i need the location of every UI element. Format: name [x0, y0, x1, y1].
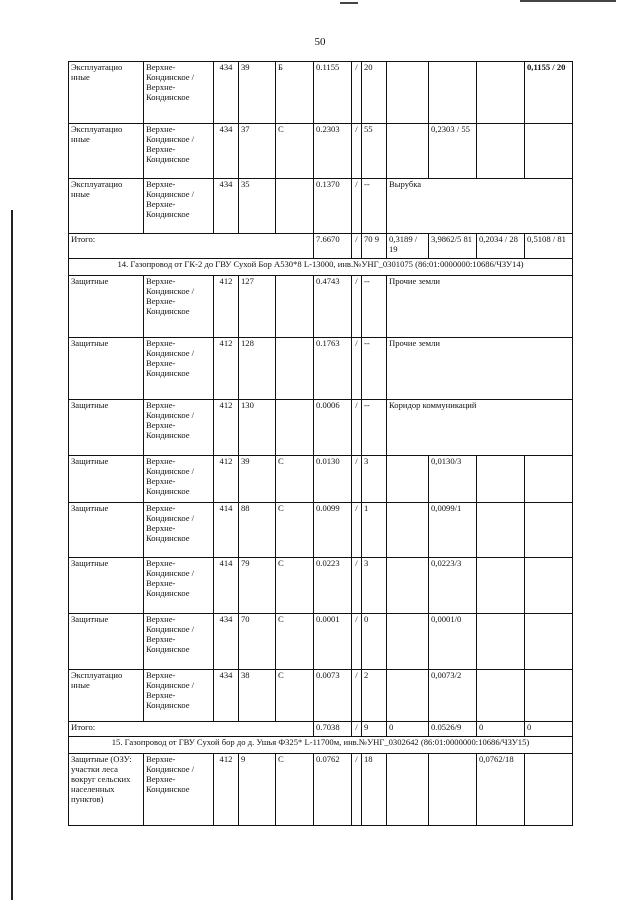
table-row — [69, 456, 573, 503]
forestry-cell: Верхне-Кондинское / Верхне-Кондинское — [144, 614, 214, 670]
table-row — [69, 179, 573, 234]
type-cell: С — [276, 558, 314, 614]
land-category-cell: Защитные (ОЗУ: участки леса вокруг сельских населенных пунктов) — [69, 754, 144, 826]
slash-cell: / — [352, 179, 362, 234]
land-category-cell: Эксплуатацио нные — [69, 124, 144, 179]
quarter-cell: 412 — [214, 400, 239, 456]
col12-cell — [525, 124, 573, 179]
forestry-cell: Верхне-Кондинское / Верхне-Кондинское — [144, 179, 214, 234]
quarter-cell: 434 — [214, 670, 239, 722]
section-title: 15. Газопровод от ГВУ Сухой бор до д. Ушья Ф325* L-11700м, инв.№УНГ_0302642 (86:01:0000000:10686/ЧЗУ15) — [69, 737, 573, 754]
total-row — [69, 722, 573, 737]
col9-cell — [387, 558, 429, 614]
col11-cell: 0,0762/18 — [477, 754, 525, 826]
table-row — [69, 614, 573, 670]
scan-artifact — [340, 2, 358, 4]
col12-cell — [525, 614, 573, 670]
total-area-cell: 0.7038 — [314, 722, 352, 737]
slash-cell: / — [352, 558, 362, 614]
table-row — [69, 503, 573, 558]
forestry-cell: Верхне-Кондинское / Верхне-Кондинское — [144, 62, 214, 124]
land-category-cell: Защитные — [69, 503, 144, 558]
note-cell: Прочие земли — [387, 338, 573, 400]
area-cell: 0.0130 — [314, 456, 352, 503]
area-cell: 0.0006 — [314, 400, 352, 456]
col11-cell — [477, 614, 525, 670]
slash-cell: / — [352, 400, 362, 456]
col11-cell — [477, 558, 525, 614]
total-col9-cell: 0 — [387, 722, 429, 737]
col9-cell — [387, 62, 429, 124]
total-label: Итого: — [69, 234, 314, 259]
count-cell: 55 — [362, 124, 387, 179]
count-cell: 2 — [362, 670, 387, 722]
total-area-cell: 7.6670 — [314, 234, 352, 259]
note-cell: Прочие земли — [387, 276, 573, 338]
total-col10-cell: 3,9862/5 81 — [429, 234, 477, 259]
quarter-cell: 434 — [214, 614, 239, 670]
forestry-cell: Верхне-Кондинское / Верхне-Кондинское — [144, 338, 214, 400]
section-title: 14. Газопровод от ГК-2 до ГВУ Сухой Бор А530*8 L-13000, инв.№УНГ_0301075 (86:01:0000000:10686/ЧЗУ14) — [69, 259, 573, 276]
type-cell: С — [276, 503, 314, 558]
total-row — [69, 234, 573, 259]
slash-cell: / — [352, 276, 362, 338]
col10-cell: 0,0001/0 — [429, 614, 477, 670]
land-category-cell: Эксплуатацио нные — [69, 179, 144, 234]
forestry-cell: Верхне-Кондинское / Верхне-Кондинское — [144, 503, 214, 558]
compartment-cell: 38 — [239, 670, 276, 722]
section-header-row — [69, 259, 573, 276]
forestry-cell: Верхне-Кондинское / Верхне-Кондинское — [144, 558, 214, 614]
table-row — [69, 754, 573, 826]
count-cell: -- — [362, 276, 387, 338]
table-row — [69, 400, 573, 456]
count-cell: 3 — [362, 456, 387, 503]
area-cell: 0.2303 — [314, 124, 352, 179]
compartment-cell: 88 — [239, 503, 276, 558]
col11-cell — [477, 62, 525, 124]
quarter-cell: 412 — [214, 754, 239, 826]
slash-cell: / — [352, 670, 362, 722]
compartment-cell: 79 — [239, 558, 276, 614]
col9-cell — [387, 670, 429, 722]
area-cell: 0.0223 — [314, 558, 352, 614]
quarter-cell: 434 — [214, 62, 239, 124]
count-cell: 1 — [362, 503, 387, 558]
col10-cell: 0,0099/1 — [429, 503, 477, 558]
area-cell: 0.1155 — [314, 62, 352, 124]
area-cell: 0.1763 — [314, 338, 352, 400]
area-cell: 0.1370 — [314, 179, 352, 234]
compartment-cell: 130 — [239, 400, 276, 456]
col12-cell — [525, 456, 573, 503]
count-cell: -- — [362, 400, 387, 456]
col9-cell — [387, 124, 429, 179]
land-category-cell: Защитные — [69, 276, 144, 338]
col10-cell — [429, 754, 477, 826]
col12-cell — [525, 503, 573, 558]
quarter-cell: 414 — [214, 558, 239, 614]
table-row — [69, 338, 573, 400]
quarter-cell: 412 — [214, 338, 239, 400]
scan-artifact — [520, 0, 616, 2]
slash-cell: / — [352, 124, 362, 179]
compartment-cell: 70 — [239, 614, 276, 670]
type-cell — [276, 179, 314, 234]
land-category-cell: Защитные — [69, 338, 144, 400]
table-row — [69, 62, 573, 124]
quarter-cell: 434 — [214, 179, 239, 234]
land-category-cell: Эксплуатацио нные — [69, 670, 144, 722]
land-category-cell: Эксплуатацио нные — [69, 62, 144, 124]
table-row — [69, 670, 573, 722]
col10-cell: 0,0130/3 — [429, 456, 477, 503]
slash-cell: / — [352, 754, 362, 826]
quarter-cell: 412 — [214, 456, 239, 503]
count-cell: 3 — [362, 558, 387, 614]
total-col12-cell: 0,5108 / 81 — [525, 234, 573, 259]
slash-cell: / — [352, 338, 362, 400]
total-count-cell: 9 — [362, 722, 387, 737]
slash-cell: / — [352, 614, 362, 670]
forestry-cell: Верхне-Кондинское / Верхне-Кондинское — [144, 670, 214, 722]
col10-cell: 0,0223/3 — [429, 558, 477, 614]
table-row — [69, 558, 573, 614]
col9-cell — [387, 456, 429, 503]
total-col12-cell: 0 — [525, 722, 573, 737]
land-category-cell: Защитные — [69, 456, 144, 503]
area-cell: 0.4743 — [314, 276, 352, 338]
land-category-cell: Защитные — [69, 400, 144, 456]
area-cell: 0.0073 — [314, 670, 352, 722]
area-cell: 0.0001 — [314, 614, 352, 670]
col11-cell — [477, 124, 525, 179]
land-plot-table — [68, 61, 573, 826]
col11-cell — [477, 456, 525, 503]
forestry-cell: Верхне-Кондинское / Верхне-Кондинское — [144, 276, 214, 338]
slash-cell: / — [352, 503, 362, 558]
col11-cell — [477, 503, 525, 558]
quarter-cell: 412 — [214, 276, 239, 338]
land-category-cell: Защитные — [69, 558, 144, 614]
type-cell — [276, 400, 314, 456]
quarter-cell: 434 — [214, 124, 239, 179]
compartment-cell: 9 — [239, 754, 276, 826]
section-header-row — [69, 737, 573, 754]
count-cell: -- — [362, 179, 387, 234]
slash-cell: / — [352, 234, 362, 259]
type-cell — [276, 338, 314, 400]
table-row — [69, 124, 573, 179]
type-cell: С — [276, 670, 314, 722]
col12-cell — [525, 558, 573, 614]
area-cell: 0.0099 — [314, 503, 352, 558]
col11-cell — [477, 670, 525, 722]
col9-cell — [387, 614, 429, 670]
compartment-cell: 39 — [239, 62, 276, 124]
forestry-cell: Верхне-Кондинское / Верхне-Кондинское — [144, 754, 214, 826]
count-cell: 20 — [362, 62, 387, 124]
col12-cell — [525, 754, 573, 826]
compartment-cell: 128 — [239, 338, 276, 400]
count-cell: 0 — [362, 614, 387, 670]
compartment-cell: 39 — [239, 456, 276, 503]
total-col11-cell: 0 — [477, 722, 525, 737]
slash-cell: / — [352, 62, 362, 124]
scan-border-line — [11, 210, 13, 900]
table-row — [69, 276, 573, 338]
quarter-cell: 414 — [214, 503, 239, 558]
total-count-cell: 70 9 — [362, 234, 387, 259]
area-cell: 0.0762 — [314, 754, 352, 826]
total-col9-cell: 0,3189 / 19 — [387, 234, 429, 259]
total-col11-cell: 0,2034 / 28 — [477, 234, 525, 259]
type-cell: С — [276, 754, 314, 826]
land-category-cell: Защитные — [69, 614, 144, 670]
count-cell: 18 — [362, 754, 387, 826]
note-cell: Вырубка — [387, 179, 573, 234]
col10-cell — [429, 62, 477, 124]
type-cell: С — [276, 456, 314, 503]
col12-cell: 0,1155 / 20 — [525, 62, 573, 124]
compartment-cell: 127 — [239, 276, 276, 338]
type-cell — [276, 276, 314, 338]
forestry-cell: Верхне-Кондинское / Верхне-Кондинское — [144, 400, 214, 456]
compartment-cell: 35 — [239, 179, 276, 234]
col10-cell: 0,0073/2 — [429, 670, 477, 722]
slash-cell: / — [352, 722, 362, 737]
type-cell: С — [276, 124, 314, 179]
total-label: Итого: — [69, 722, 314, 737]
col10-cell: 0,2303 / 55 — [429, 124, 477, 179]
page-number: 50 — [314, 36, 326, 48]
total-col10-cell: 0.0526/9 — [429, 722, 477, 737]
note-cell: Коридор коммуникаций — [387, 400, 573, 456]
count-cell: -- — [362, 338, 387, 400]
forestry-cell: Верхне-Кондинское / Верхне-Кондинское — [144, 456, 214, 503]
col9-cell — [387, 754, 429, 826]
type-cell: Б — [276, 62, 314, 124]
forestry-cell: Верхне-Кондинское / Верхне-Кондинское — [144, 124, 214, 179]
type-cell: С — [276, 614, 314, 670]
col9-cell — [387, 503, 429, 558]
slash-cell: / — [352, 456, 362, 503]
col12-cell — [525, 670, 573, 722]
compartment-cell: 37 — [239, 124, 276, 179]
